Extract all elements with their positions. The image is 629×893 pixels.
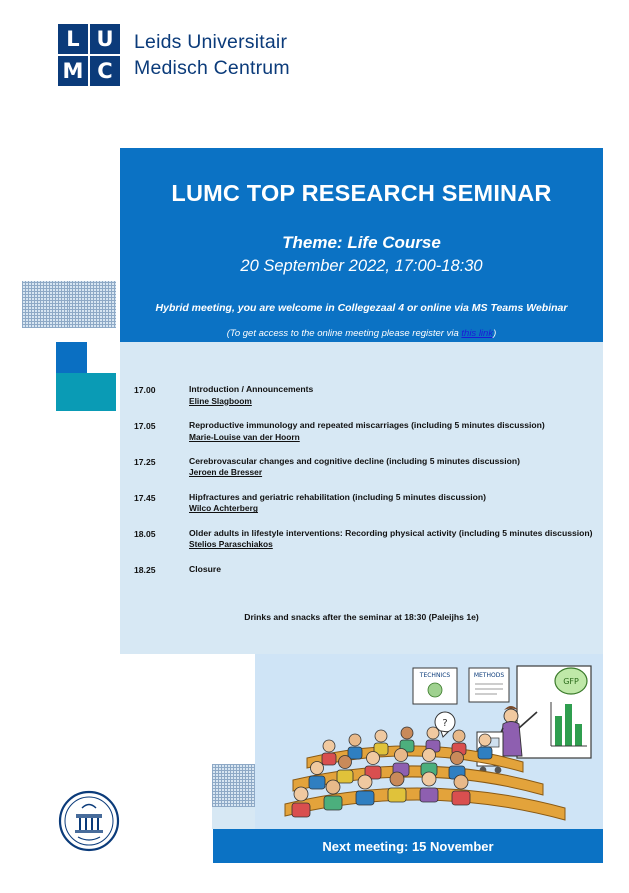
svg-text:?: ? <box>442 718 448 729</box>
session-time: 18.25 <box>134 564 156 575</box>
session-body <box>189 420 593 443</box>
session-title: Introduction / Announcements <box>189 384 314 394</box>
logo-cell-u: U <box>90 24 120 54</box>
session-time: 17.45 <box>134 492 156 503</box>
logo-wordmark <box>134 24 290 81</box>
decor-square-pale <box>212 807 255 829</box>
session-body <box>189 528 593 551</box>
session-body <box>189 384 593 407</box>
session-time: 17.25 <box>134 456 156 467</box>
logo-cell-m: M <box>58 56 88 86</box>
hybrid-meeting-note: Hybrid meeting, you are welcome in Collegezaal 4 or online via MS Teams Webinar <box>155 302 568 314</box>
lecture-hall-illustration <box>255 654 603 829</box>
lecture-hall-svg <box>255 654 603 829</box>
decor-square-hatch-3 <box>212 764 255 807</box>
lumc-logo <box>58 24 290 86</box>
list-item <box>134 492 593 515</box>
university-seal-svg <box>58 790 120 852</box>
logo-wordmark-line1: Leids Universitair <box>134 31 288 53</box>
logo-cell-l: L <box>58 24 88 54</box>
seminar-header <box>120 148 603 361</box>
decor-square-hatch-2 <box>69 281 116 328</box>
page-title: LUMC TOP RESEARCH SEMINAR <box>171 180 552 206</box>
university-seal <box>58 790 120 852</box>
session-body <box>189 564 593 576</box>
session-title: Older adults in lifestyle interventions: Recording physical activity (including 5 minutes discussion) <box>189 527 593 538</box>
svg-text:GFP: GFP <box>563 677 579 686</box>
decor-square-blue <box>56 342 87 373</box>
list-item <box>134 456 593 479</box>
session-speaker: Marie-Louise van der Hoorn <box>189 431 300 442</box>
session-title: Reproductive immunology and repeated miscarriages (including 5 minutes discussion) <box>189 419 545 430</box>
session-speaker: Eline Slagboom <box>189 395 252 406</box>
decor-square-teal <box>56 373 116 411</box>
session-time: 18.05 <box>134 528 156 539</box>
list-item <box>134 528 593 551</box>
registration-note-suffix: ) <box>493 328 497 339</box>
list-item <box>134 420 593 443</box>
session-time: 17.00 <box>134 385 156 395</box>
drinks-note: Drinks and snacks after the seminar at 18:30 (Paleijhs 1e) <box>244 612 479 622</box>
session-speaker: Jeroen de Bresser <box>189 467 263 478</box>
programme-list <box>134 384 593 588</box>
session-speaker: Stelios Paraschiakos <box>189 539 273 550</box>
logo-letter-grid <box>58 24 120 86</box>
decor-square-hatch-1 <box>22 281 69 328</box>
seminar-theme: Theme: Life Course <box>282 233 441 252</box>
registration-link[interactable]: this link <box>461 328 494 339</box>
logo-cell-c: C <box>90 56 120 86</box>
registration-note-prefix: (To get access to the online meeting please register via <box>226 328 462 339</box>
logo-wordmark-line2: Medisch Centrum <box>134 56 290 79</box>
session-title: Cerebrovascular changes and cognitive decline (including 5 minutes discussion) <box>189 455 520 466</box>
programme-panel <box>120 342 603 654</box>
next-meeting-bar <box>213 829 603 863</box>
session-title: Hipfractures and geriatric rehabilitation (including 5 minutes discussion) <box>189 491 487 502</box>
registration-note <box>146 328 577 339</box>
session-title: Closure <box>189 563 221 574</box>
list-item <box>134 384 593 407</box>
session-time: 17.05 <box>134 420 156 431</box>
svg-text:METHODS: METHODS <box>473 672 505 679</box>
session-body <box>189 456 593 479</box>
session-body <box>189 492 593 515</box>
session-speaker: Wilco Achterberg <box>189 503 258 514</box>
list-item <box>134 564 593 576</box>
next-meeting-label: Next meeting: 15 November <box>322 838 494 854</box>
seminar-date: 20 September 2022, 17:00-18:30 <box>240 257 483 275</box>
svg-text:TECHNICS: TECHNICS <box>419 672 451 679</box>
